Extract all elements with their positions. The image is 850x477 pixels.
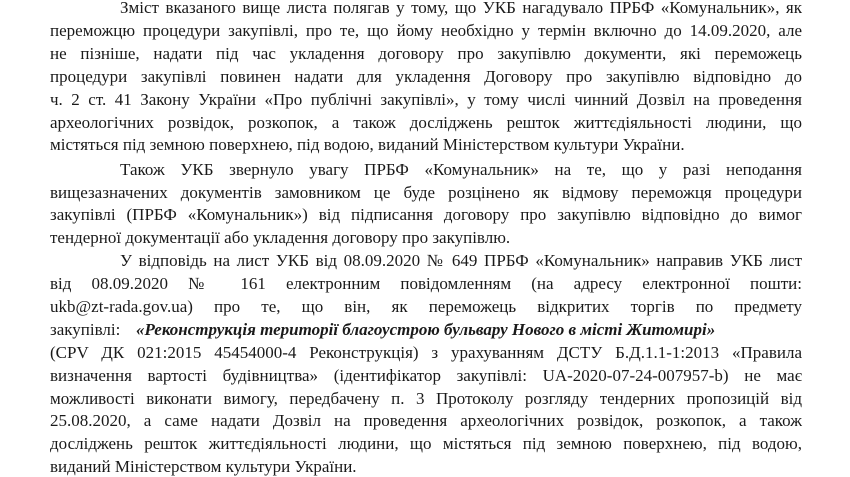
- text-line: містяться під земною поверхнею, під водою, виданий Міністерством культури України.: [50, 135, 685, 154]
- project-title: «Реконструкція території благоустрою бульвару Нового в місті Житомирі»: [136, 320, 716, 339]
- text-line: можливості виконати вимогу, передбачену п. 3 Протоколу розгляду тендерних пропозицій від: [50, 389, 802, 408]
- text-line: досліджень решток життєдіяльності людини, що містяться під земною поверхнею, під водою,: [50, 434, 802, 453]
- text-line: Зміст вказаного вище листа полягав у тому, що УКБ нагадувало ПРБФ «Комунальник», як: [120, 0, 802, 17]
- text-line: процедури закупівлі повинен надати для укладення Договору про закупівлю відповідно до: [50, 67, 802, 86]
- text-line: виданий Міністерством культури України.: [50, 457, 357, 476]
- text-line: тендерної документації або укладення договору про закупівлю.: [50, 228, 511, 247]
- text-line: 25.08.2020, а саме надати Дозвіл на проведення археологічних розвідок, розкопок, а також: [50, 411, 802, 430]
- text-line: ч. 2 ст. 41 Закону України «Про публічні закупівлі», у тому числі чинний Дозвіл на проведення: [50, 90, 802, 109]
- text-line: закупівлі (ПРБФ «Комунальник») від підписання договору про закупівлю відповідно до вимог: [50, 205, 802, 224]
- text-line: Також УКБ звернуло увагу ПРБФ «Комунальник» на те, що у разі неподання: [120, 160, 802, 179]
- text-line: визначення вартості будівництва» (ідентифікатор закупівлі: UA-2020-07-24-007957-b) не має: [50, 366, 802, 385]
- text-line: вищезазначених документів замовником це буде розцінено як відмову переможця процедури: [50, 183, 802, 202]
- text-line: ukb@zt-rada.gov.ua) про те, що він, як переможець відкритих торгів по предмету: [50, 297, 802, 316]
- text-line: не пізніше, надати під час укладення договору про закупівлю документи, які переможець: [50, 44, 802, 63]
- text-line: від 08.09.2020 № 161 електронним повідомленням (на адресу електронної пошти:: [50, 274, 802, 293]
- text-line: переможцю процедури закупівлі, про те, що йому необхідно у термін включно до 14.09.2020, але: [50, 21, 802, 40]
- text-line: У відповідь на лист УКБ від 08.09.2020 № 649 ПРБФ «Комунальник» направив УКБ лист: [120, 251, 802, 270]
- text-line: археологічних розвідок, розкопок, а також досліджень решток життєдіяльності людини, що: [50, 113, 802, 132]
- text-line: (CPV ДК 021:2015 45454000-4 Реконструкція) з урахуванням ДСТУ Б.Д.1.1-1:2013 «Правила: [50, 343, 802, 362]
- text-line: закупівлі:: [50, 320, 121, 339]
